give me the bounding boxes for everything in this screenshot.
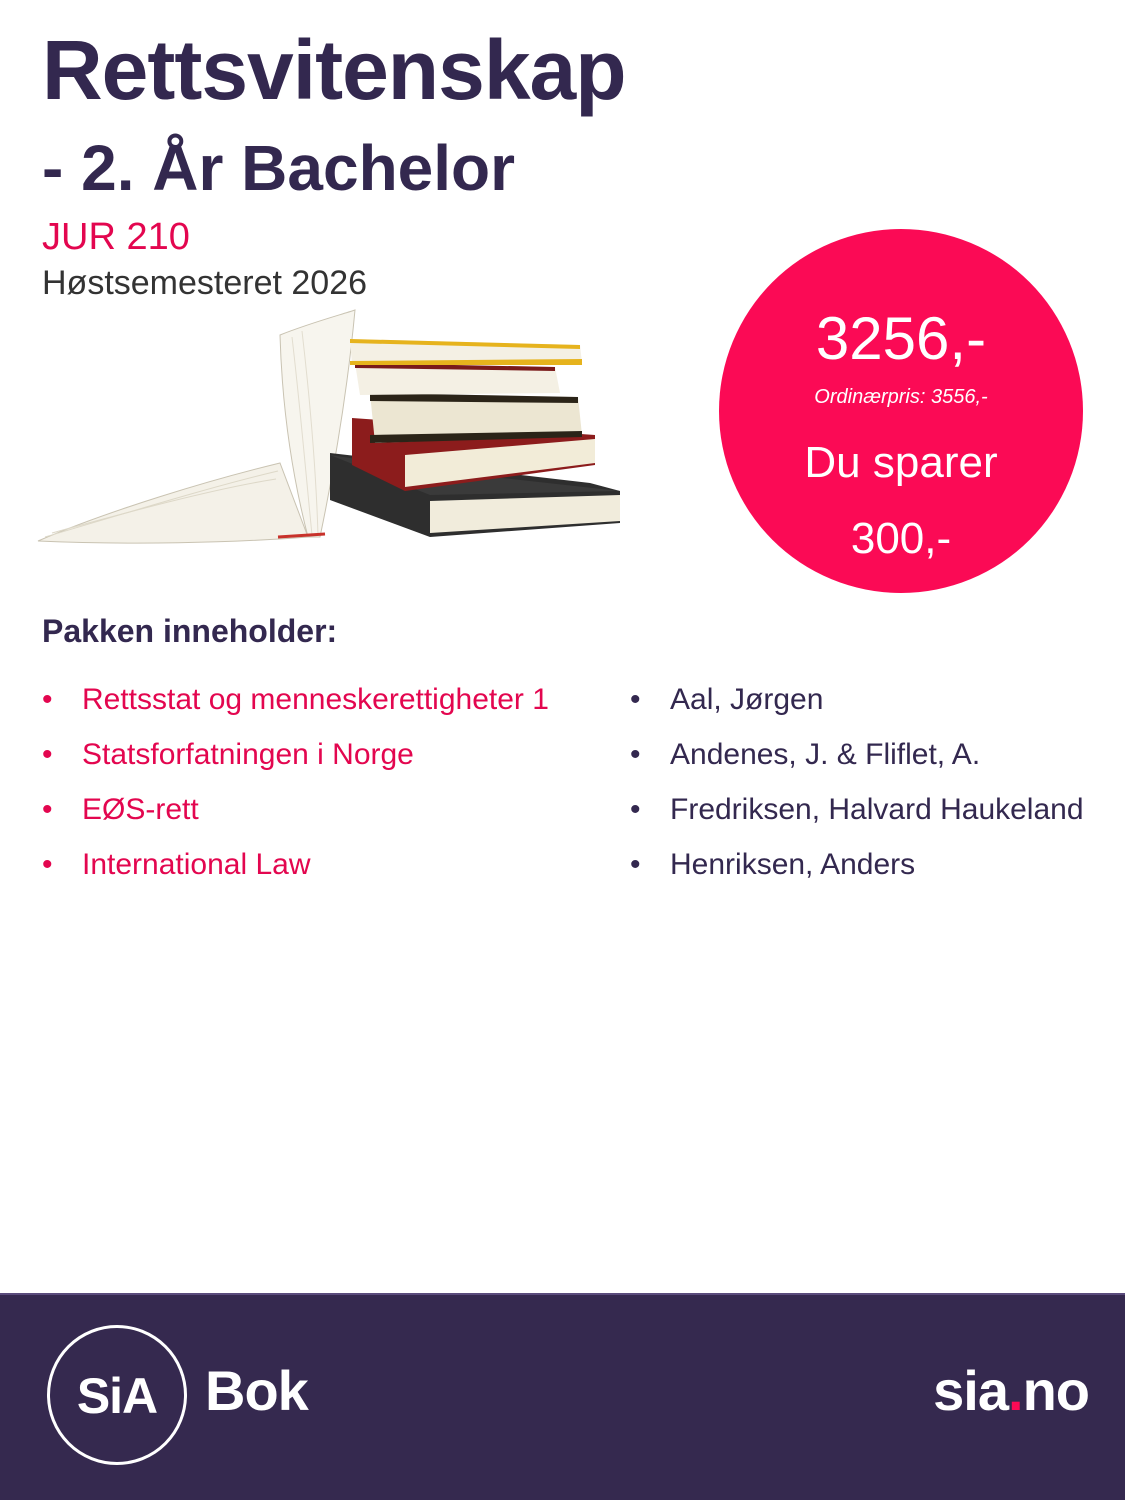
bullet-icon: • <box>42 738 53 771</box>
bullet-icon: • <box>630 793 641 826</box>
book-title: Statsforfatningen i Norge <box>82 738 414 771</box>
ordinary-price: Ordinærpris: 3556,- <box>814 386 988 408</box>
savings-amount: 300,- <box>850 514 952 563</box>
book-author: Henriksen, Anders <box>670 848 916 881</box>
list-item <box>630 782 1125 837</box>
list-item <box>630 727 1125 782</box>
site-dot: . <box>1008 1359 1023 1422</box>
bullet-icon: • <box>42 848 53 881</box>
price-badge <box>719 229 1083 593</box>
bok-logo-text: Bok <box>205 1359 308 1422</box>
site-name: sia <box>933 1359 1009 1422</box>
site-tld: no <box>1022 1359 1089 1422</box>
list-item <box>42 727 612 782</box>
book-author-list <box>630 672 1125 892</box>
book-author: Andenes, J. & Fliflet, A. <box>670 738 981 771</box>
bullet-icon: • <box>42 683 53 716</box>
book-title: International Law <box>82 848 311 881</box>
footer <box>0 1293 1125 1500</box>
page-title: Rettsvitenskap <box>42 23 626 117</box>
list-item <box>630 837 1125 892</box>
bullet-icon: • <box>42 793 53 826</box>
list-item <box>42 672 612 727</box>
bullet-icon: • <box>630 683 641 716</box>
book-title: EØS-rett <box>82 793 199 826</box>
book-author: Fredriksen, Halvard Haukeland <box>670 793 1084 826</box>
list-item <box>42 837 612 892</box>
book-author: Aal, Jørgen <box>670 683 824 716</box>
package-price: 3256,- <box>815 305 987 372</box>
semester-label: Høstsemesteret 2026 <box>42 264 368 302</box>
page-subtitle: - 2. År Bachelor <box>42 132 516 204</box>
savings-label: Du sparer <box>804 438 998 487</box>
site-link[interactable] <box>933 1359 1089 1422</box>
bullet-icon: • <box>630 738 641 771</box>
sia-logo-text: SiA <box>76 1368 158 1424</box>
contents-heading: Pakken inneholder: <box>42 613 338 649</box>
book-title-list <box>42 672 612 892</box>
books-illustration <box>30 305 630 550</box>
course-code: JUR 210 <box>42 216 190 258</box>
book-title: Rettsstat og menneskerettigheter 1 <box>82 683 549 716</box>
list-item <box>630 672 1125 727</box>
list-item <box>42 782 612 837</box>
bullet-icon: • <box>630 848 641 881</box>
sia-logo-icon <box>47 1325 187 1465</box>
